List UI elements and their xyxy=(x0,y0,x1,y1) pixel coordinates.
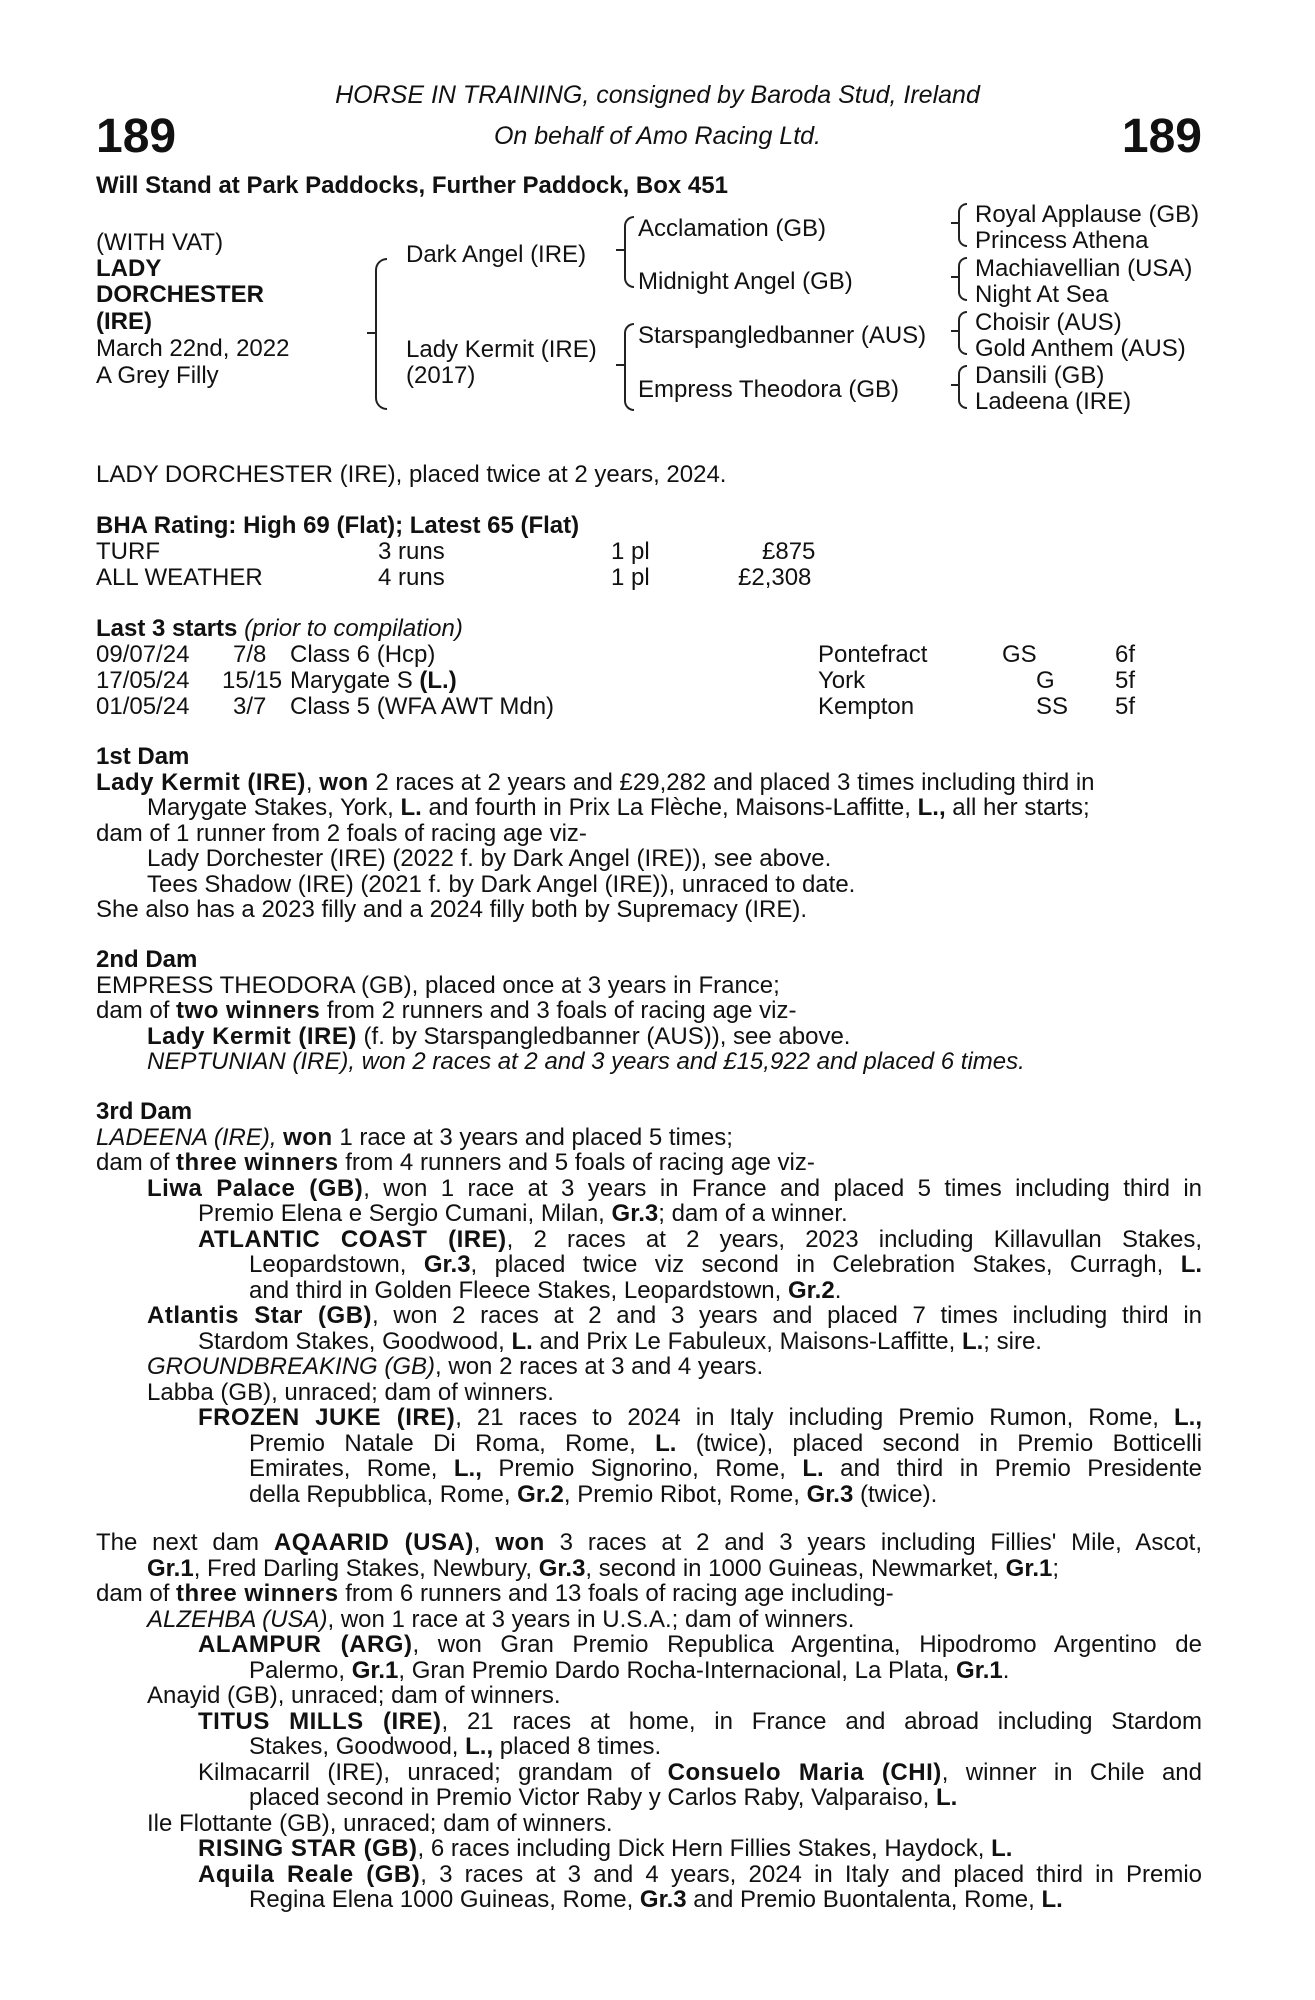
horse-name: ALZEHBA (USA) xyxy=(147,1605,328,1633)
winners-label: three winners xyxy=(176,1580,339,1607)
group-label: Gr.3 xyxy=(538,1554,586,1582)
text: , 21 races to 2024 in Italy including Premio Rumon, Rome, xyxy=(455,1404,1174,1431)
text: (twice). xyxy=(853,1480,938,1508)
pedigree-dam: Lady Kermit (IRE) xyxy=(406,336,597,363)
third-dam-line xyxy=(96,1431,1202,1457)
third-dam-line: Labba (GB), unraced; dam of winners. xyxy=(147,1378,554,1406)
text: 3 races at 2 and 3 years including Fillies' Mile, Ascot, xyxy=(544,1529,1203,1556)
next-dam-line xyxy=(96,1862,1202,1888)
second-dam-line xyxy=(96,998,1202,1024)
text: and Premio Buontalenta, Rome, xyxy=(686,1886,1042,1913)
text: Stardom Stakes, Goodwood, xyxy=(198,1327,512,1355)
text: , 2 races at 2 years, 2023 including Killavullan Stakes, xyxy=(506,1225,1203,1253)
bha-rating: BHA Rating: High 69 (Flat); Latest 65 (Flat) xyxy=(96,512,580,539)
text: from 2 runners and 3 foals of racing age viz- xyxy=(320,997,797,1024)
third-dam-section xyxy=(96,1099,1202,1507)
first-dam-line: Tees Shadow (IRE) (2021 f. by Dark Angel (IRE)), unraced to date. xyxy=(147,870,856,898)
listed-label: L., xyxy=(1174,1404,1202,1431)
start-course: Pontefract xyxy=(818,641,928,668)
horse-name: RISING STAR (GB) xyxy=(198,1835,418,1862)
text: (f. by Starspangledbanner (AUS)), see above. xyxy=(356,1022,851,1050)
next-dam-line xyxy=(96,1836,1202,1862)
listed-label: L. xyxy=(1041,1886,1063,1913)
listed-label: L. xyxy=(400,794,422,821)
text: Emirates, Rome, xyxy=(249,1455,454,1482)
text: Premio Elena e Sergio Cumani, Milan, xyxy=(198,1200,612,1227)
next-dam-line xyxy=(96,1556,1202,1582)
pedigree-brace-tip xyxy=(951,384,960,386)
start-race: Class 6 (Hcp) xyxy=(290,641,436,668)
last-starts-title: Last 3 starts xyxy=(96,615,238,642)
horse-name: FROZEN JUKE (IRE) xyxy=(198,1404,456,1431)
earnings-surface: ALL WEATHER xyxy=(96,564,263,591)
pedigree-brace-tip xyxy=(616,249,625,251)
listed-label: L., xyxy=(453,1455,482,1482)
consignor-line: HORSE IN TRAINING, consigned by Baroda Stud, Ireland xyxy=(335,81,980,109)
text: Palermo, xyxy=(249,1656,352,1684)
next-dam-line xyxy=(96,1581,1202,1607)
start-distance: 5f xyxy=(1115,693,1136,720)
start-race xyxy=(290,668,457,694)
listed-label: L. xyxy=(961,1327,984,1355)
text: Kilmacarril (IRE), unraced; grandam of xyxy=(198,1758,668,1786)
horse-name-line1: LADY xyxy=(96,255,162,282)
start-date: 01/05/24 xyxy=(96,693,190,720)
stand-location: Will Stand at Park Paddocks, Further Paddock, Box 451 xyxy=(96,172,728,199)
start-position: 7/8 xyxy=(233,641,267,668)
pedigree-sire: Dark Angel (IRE) xyxy=(406,241,587,268)
third-dam-line xyxy=(96,1482,1202,1508)
third-dam-line xyxy=(96,1456,1202,1482)
listed-label: L., xyxy=(465,1733,494,1760)
won-label: won xyxy=(283,1123,333,1151)
horse-name: LADEENA (IRE), xyxy=(96,1123,284,1151)
next-dam-section xyxy=(96,1530,1202,1913)
text: from 6 runners and 13 foals of racing age including- xyxy=(338,1580,894,1607)
listed-label: L. xyxy=(511,1327,533,1355)
first-dam-section xyxy=(96,744,1202,923)
text: , 6 races including Dick Hern Fillies Stakes, Haydock, xyxy=(417,1835,992,1862)
pedigree-dss: Choisir (AUS) xyxy=(975,309,1122,336)
earnings-runs: 4 runs xyxy=(378,564,445,591)
pedigree-dsd: Gold Anthem (AUS) xyxy=(975,335,1186,362)
text: , won Gran Premio Republica Argentina, Hipodromo Argentino de xyxy=(412,1631,1202,1658)
pedigree-ddd: Ladeena (IRE) xyxy=(975,388,1132,415)
listed-label: L. xyxy=(936,1784,958,1811)
text: and Prix Le Fabuleux, Maisons-Laffitte, xyxy=(532,1327,962,1355)
horse-dob: March 22nd, 2022 xyxy=(96,335,290,362)
start-position: 15/15 xyxy=(222,667,283,694)
pedigree-sire-dam: Midnight Angel (GB) xyxy=(638,268,853,295)
group-label: Gr.1 xyxy=(1005,1554,1053,1582)
next-dam-line: Ile Flottante (GB), unraced; dam of winners. xyxy=(147,1809,613,1837)
start-course: York xyxy=(818,667,866,694)
text: , won 1 race at 3 years in U.S.A.; dam of winners. xyxy=(327,1605,855,1633)
second-dam-line: EMPRESS THEODORA (GB), placed once at 3 years in France; xyxy=(96,971,780,999)
first-dam-line: Lady Dorchester (IRE) (2022 f. by Dark Angel (IRE)), see above. xyxy=(147,845,832,872)
text: ; sire. xyxy=(983,1327,1042,1355)
text: , won 2 races at 2 and 3 years and placed 7 times including third in xyxy=(372,1302,1202,1329)
won-label: won xyxy=(319,768,369,796)
horse-name: ALAMPUR (ARG) xyxy=(198,1631,413,1658)
text: , 21 races at home, in France and abroad including Stardom xyxy=(441,1707,1202,1735)
listed-label: L. xyxy=(655,1429,677,1457)
third-dam-line xyxy=(96,1201,1202,1227)
text: placed second in Premio Victor Raby y Carlos Raby, Valparaiso, xyxy=(249,1784,936,1811)
third-dam-line xyxy=(96,1125,1202,1151)
horse-name: GROUNDBREAKING (GB) xyxy=(147,1353,436,1380)
third-dam-line xyxy=(96,1329,1202,1355)
text: 1 race at 3 years and placed 5 times; xyxy=(332,1123,733,1151)
pedigree-sire-sire: Acclamation (GB) xyxy=(638,215,827,242)
text: . xyxy=(1002,1656,1010,1684)
winners-label: two winners xyxy=(176,997,321,1024)
third-dam-line xyxy=(96,1278,1202,1304)
text: , won 2 races at 3 and 4 years. xyxy=(435,1353,764,1380)
third-dam-line xyxy=(96,1227,1202,1253)
winners-label: three winners xyxy=(176,1149,339,1176)
horse-name: Atlantis Star (GB) xyxy=(147,1302,373,1329)
horse-name-line2: DORCHESTER xyxy=(96,281,265,308)
earnings-money: £2,308 xyxy=(738,564,812,591)
horse-name-line3: (IRE) xyxy=(96,308,152,335)
third-dam-line xyxy=(96,1176,1202,1202)
start-going: SS xyxy=(1036,693,1069,720)
next-dam-line: The next dam AQAARID (USA), won 3 races at 2 and 3 years including Fillies' Mile, Ascot, xyxy=(96,1529,1203,1556)
third-dam-heading: 3rd Dam xyxy=(96,1098,193,1125)
text: Stakes, Goodwood, xyxy=(249,1733,466,1760)
pedigree-brace-sire xyxy=(624,216,634,288)
start-position: 3/7 xyxy=(233,693,267,720)
earnings-money: £875 xyxy=(762,538,816,565)
second-dam-section xyxy=(96,947,1202,1075)
pedigree-brace-dam xyxy=(624,323,634,411)
pedigree-dam-dam: Empress Theodora (GB) xyxy=(638,376,899,403)
earnings-placed: 1 pl xyxy=(611,564,650,591)
third-dam-line xyxy=(96,1252,1202,1278)
pedigree-brace-tip xyxy=(951,330,960,332)
first-dam-name: Lady Kermit (IRE) xyxy=(96,768,306,796)
start-distance: 5f xyxy=(1115,667,1136,694)
pedigree-dam-year: (2017) xyxy=(406,362,476,389)
pedigree-sss: Royal Applause (GB) xyxy=(975,201,1200,228)
next-dam-line xyxy=(96,1658,1202,1684)
start-race: Class 5 (WFA AWT Mdn) xyxy=(290,693,555,720)
vat-note: (WITH VAT) xyxy=(96,229,224,256)
earnings-surface: TURF xyxy=(96,538,160,565)
text: Premio Signorino, Rome, xyxy=(481,1455,803,1482)
start-race-name: Marygate S xyxy=(290,667,420,694)
start-race-grade: (L.) xyxy=(419,667,457,694)
text: ; dam of a winner. xyxy=(658,1200,848,1227)
group-label: Gr.1 xyxy=(351,1656,399,1684)
start-date: 09/07/24 xyxy=(96,641,190,668)
pedigree-sdd: Night At Sea xyxy=(975,281,1109,308)
pedigree-brace-gen3 xyxy=(958,203,967,247)
text: , Premio Ribot, Rome, xyxy=(563,1480,807,1508)
pedigree-ssd: Princess Athena xyxy=(975,227,1149,254)
last-starts-heading xyxy=(96,616,463,642)
horse-name: AQAARID (USA) xyxy=(273,1529,474,1556)
start-going: G xyxy=(1036,667,1055,694)
listed-label: L., xyxy=(917,794,946,821)
text: Marygate Stakes, York, xyxy=(147,794,401,821)
third-dam-line xyxy=(96,1150,1202,1176)
pedigree-brace-tip xyxy=(951,276,960,278)
text: , placed twice viz second in Celebration Stakes, Curragh, xyxy=(470,1251,1181,1278)
group-label: Gr.1 xyxy=(956,1656,1003,1684)
text: . xyxy=(834,1276,842,1304)
text: all her starts; xyxy=(945,794,1090,821)
text: , 3 races at 3 and 4 years, 2024 in Italy and placed third in Premio xyxy=(420,1860,1202,1888)
start-date: 17/05/24 xyxy=(96,667,190,694)
text: (twice), placed second in Premio Botticelli xyxy=(676,1429,1202,1457)
pedigree-brace-tip xyxy=(951,222,960,224)
text: Leopardstown, xyxy=(249,1251,424,1278)
text: Premio Natale Di Roma, Rome, xyxy=(249,1429,656,1457)
first-dam-line: Lady Kermit (IRE), won 2 races at 2 years and £29,282 and placed 3 times including third in xyxy=(96,768,1095,796)
text: Regina Elena 1000 Guineas, Rome, xyxy=(249,1886,640,1913)
start-going: GS xyxy=(1002,641,1037,668)
third-dam-line xyxy=(96,1354,1202,1380)
text: dam of xyxy=(96,997,177,1024)
next-dam-line xyxy=(96,1607,1202,1633)
pedigree-brace-gen3 xyxy=(958,311,967,355)
text: , second in 1000 Guineas, Newmarket, xyxy=(585,1554,1006,1582)
horse-description: A Grey Filly xyxy=(96,362,219,389)
listed-label: L. xyxy=(991,1835,1013,1862)
pedigree-brace-gen3 xyxy=(958,365,967,409)
listed-label: L. xyxy=(802,1455,824,1482)
horse-name: ATLANTIC COAST (IRE) xyxy=(198,1225,507,1253)
text: ; xyxy=(1052,1554,1060,1582)
group-label: Gr.3 xyxy=(639,1886,687,1913)
earnings-placed: 1 pl xyxy=(611,538,650,565)
pedigree-brace-tip xyxy=(616,364,625,366)
pedigree-dds: Dansili (GB) xyxy=(975,362,1105,389)
group-label: Gr.2 xyxy=(788,1276,835,1304)
horse-name: Consuelo Maria (CHI) xyxy=(667,1758,942,1786)
text: , won 1 race at 3 years in France and placed 5 times including third in xyxy=(363,1174,1203,1202)
next-dam-line xyxy=(96,1760,1202,1786)
text: The next dam xyxy=(96,1529,274,1556)
text: from 4 runners and 5 foals of racing age viz- xyxy=(338,1149,815,1176)
next-dam-line xyxy=(96,1632,1202,1658)
text: , Gran Premio Dardo Rocha-Internacional, La Plata, xyxy=(398,1656,957,1684)
horse-name: TITUS MILLS (IRE) xyxy=(198,1707,442,1735)
group-label: Gr.3 xyxy=(423,1251,471,1278)
next-dam-line xyxy=(96,1734,1202,1760)
next-dam-line xyxy=(96,1709,1202,1735)
pedigree-brace-tip xyxy=(367,332,376,334)
text: placed 8 times. xyxy=(493,1733,662,1760)
pedigree-sds: Machiavellian (USA) xyxy=(975,255,1193,282)
won-label: won xyxy=(495,1529,545,1556)
group-label: Gr.3 xyxy=(611,1200,659,1227)
pedigree-brace-gen1 xyxy=(375,258,387,410)
third-dam-line xyxy=(96,1405,1202,1431)
horse-name: Aquila Reale (GB) xyxy=(198,1860,421,1888)
earnings-runs: 3 runs xyxy=(378,538,445,565)
text: 2 races at 2 years and £29,282 and placed 3 times including third in xyxy=(368,768,1095,796)
text: della Repubblica, Rome, xyxy=(249,1480,518,1508)
horse-name: Liwa Palace (GB) xyxy=(147,1174,364,1202)
group-label: Gr.1 xyxy=(147,1554,194,1582)
first-dam-line: She also has a 2023 filly and a 2024 filly both by Supremacy (IRE). xyxy=(96,896,808,923)
text: , winner in Chile and xyxy=(941,1758,1203,1786)
text: and third in Golden Fleece Stakes, Leopardstown, xyxy=(249,1276,788,1304)
text: , Fred Darling Stakes, Newbury, xyxy=(193,1554,539,1582)
next-dam-line xyxy=(96,1887,1202,1913)
group-label: Gr.3 xyxy=(806,1480,854,1508)
first-dam-line xyxy=(96,795,1202,821)
text: and third in Premio Presidente xyxy=(823,1455,1202,1482)
horse-name: Lady Kermit (IRE) xyxy=(147,1022,357,1050)
group-label: Gr.2 xyxy=(517,1480,564,1508)
first-dam-heading: 1st Dam xyxy=(96,743,190,770)
second-dam-line: NEPTUNIAN (IRE), won 2 races at 2 and 3 years and £15,922 and placed 6 times. xyxy=(147,1048,1025,1075)
text: dam of xyxy=(96,1149,177,1176)
second-dam-line xyxy=(96,1024,1202,1050)
first-dam-line: dam of 1 runner from 2 foals of racing age viz- xyxy=(96,819,587,847)
second-dam-heading: 2nd Dam xyxy=(96,946,198,973)
last-starts-note: (prior to compilation) xyxy=(244,615,463,642)
pedigree-dam-sire: Starspangledbanner (AUS) xyxy=(638,322,927,349)
next-dam-line xyxy=(96,1785,1202,1811)
pedigree-brace-gen3 xyxy=(958,257,967,301)
start-course: Kempton xyxy=(818,693,915,720)
third-dam-line xyxy=(96,1303,1202,1329)
race-summary: LADY DORCHESTER (IRE), placed twice at 2 years, 2024. xyxy=(96,461,727,488)
on-behalf-line: On behalf of Amo Racing Ltd. xyxy=(493,122,822,150)
text: dam of xyxy=(96,1580,177,1607)
next-dam-line: Anayid (GB), unraced; dam of winners. xyxy=(147,1682,561,1709)
start-distance: 6f xyxy=(1115,641,1136,668)
listed-label: L. xyxy=(1180,1251,1203,1278)
lot-number-left: 189 xyxy=(96,110,177,163)
text: and fourth in Prix La Flèche, Maisons-Laffitte, xyxy=(421,794,918,821)
lot-number-right: 189 xyxy=(1121,110,1202,163)
